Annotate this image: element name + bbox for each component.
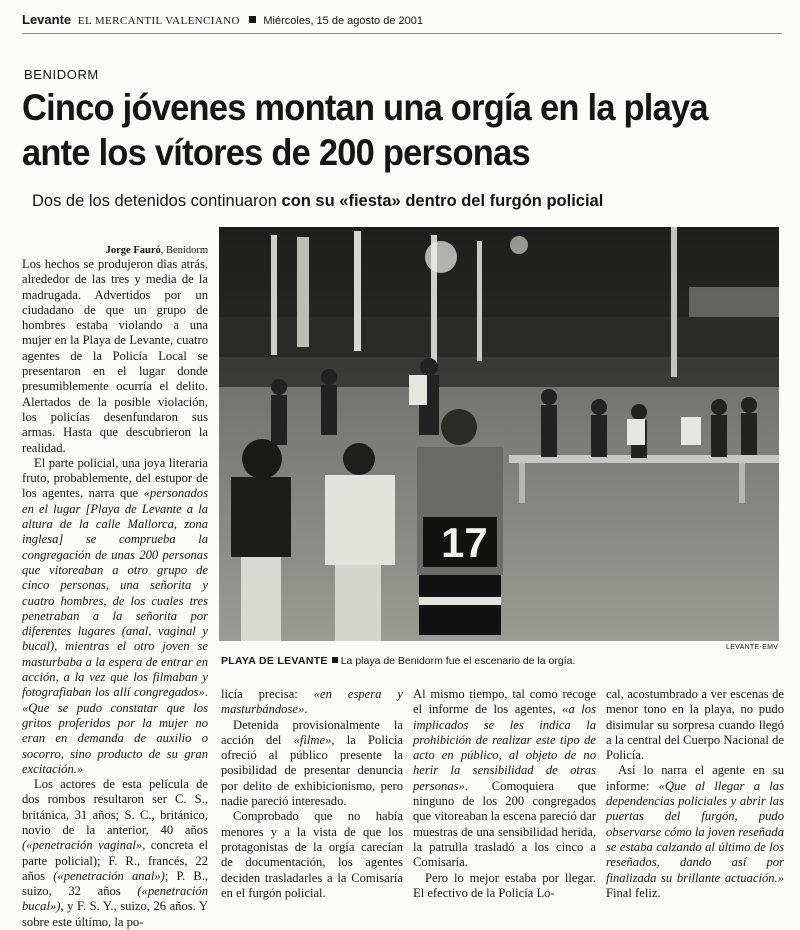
subhead-bold: con su «fiesta» dentro del furgón policial bbox=[281, 192, 604, 210]
article-column-2 bbox=[221, 687, 403, 901]
body-text: , y F. S. Y., suizo, 26 años. Y sobre este último, la po- bbox=[22, 899, 208, 929]
masthead-paper-name: EL MERCANTIL VALENCIANO bbox=[77, 15, 240, 27]
body-text: . bbox=[204, 685, 208, 700]
body-text: El parte policial, una joya literaria fruto, probablemente, del estupor de los agentes, narra que bbox=[22, 455, 208, 501]
body-text: , la Policía ofreció al público presente la posibilidad de presentar denuncia por delito de exhibicionismo, pero nadie pareció interesado. bbox=[221, 732, 403, 809]
article-paragraph bbox=[22, 257, 208, 456]
article-column-1 bbox=[22, 244, 208, 930]
article-column-3 bbox=[413, 687, 596, 901]
quoted-text: «personados en el lugar [Playa de Levante a la altura de la calle Mallorca, zona inglesa] se comprueba la congregación de unas 200 personas que vitoreaban a otro grupo de cinco personas, una señorita y cuatro hombres, de los cuales tres penetraban a la señorita por diferentes lugares (anal, vaginal y bucal), mientras el otro joven se masturbaba a la espera de entrar en acción, a la vez que los filmaban y fotografiaban los allí congregados» bbox=[22, 486, 208, 700]
quoted-text: «en espera y masturbándose» bbox=[221, 687, 403, 717]
article-paragraph bbox=[606, 763, 784, 901]
body-text: Los actores de esta película de dos rombos resultaron ser C. S., británica, 31 años; S. C., británico, novio de la anterior, 40 años bbox=[22, 777, 208, 837]
masthead-date: Miércoles, 15 de agosto de 2001 bbox=[263, 15, 423, 27]
masthead-square-icon bbox=[249, 16, 256, 23]
byline-author: Jorge Fauró bbox=[105, 245, 161, 256]
photo-credit: LEVANTE-EMV bbox=[726, 644, 779, 651]
quoted-text: «Que al llegar a las dependencias policiales y abrir las puertas del furgón, pudo observarse cómo la joven reseñada se estaba calzando al último de los reseñados, dando así por finalizada su brillante actuación.» bbox=[606, 778, 785, 885]
body-text: cal, acostumbrado a ver escenas de menor tono en la playa, no pudo disimular su sorpresa cuando llegó a la central del Cuerpo Nacional de Policía. bbox=[606, 687, 784, 763]
article-column-4 bbox=[606, 687, 784, 901]
subhead-plain: Dos de los detenidos continuaron bbox=[32, 192, 277, 210]
body-text: Detenida provisionalmente la acción del bbox=[221, 717, 403, 747]
article-paragraph bbox=[221, 687, 403, 718]
quoted-text: «a los implicados se les indica la prohibición de realizar este tipo de acto en público, al objeto de no herir la sensibilidad de otras personas» bbox=[413, 702, 596, 793]
article-paragraph bbox=[221, 718, 403, 810]
byline bbox=[22, 244, 208, 257]
caption-square-icon bbox=[332, 657, 338, 663]
quoted-text: «Que se pudo constatar que los gritos proferidos por la mujer no eran en demanda de auxilio o socorro, sino producto de su gran excitación.» bbox=[22, 700, 208, 776]
article-paragraph bbox=[413, 871, 596, 902]
body-text: Comprobado que no había menores y a la vista de que los protagonistas de la orgía carecían de documentación, los agentes deciden trasladarles a la Comisaría en el furgón policial. bbox=[221, 809, 403, 900]
headline: Cinco jóvenes montan una orgía en la playa ante los vítores de 200 personas bbox=[22, 87, 708, 173]
article-paragraph bbox=[22, 456, 208, 777]
article-paragraph bbox=[221, 809, 403, 901]
body-text: Final feliz. bbox=[606, 885, 661, 900]
article-paragraph bbox=[413, 687, 596, 871]
svg-text:17: 17 bbox=[441, 519, 488, 566]
quoted-text: («penetración anal») bbox=[53, 868, 165, 883]
body-text: . Comoquiera que ninguno de los 200 congregados que vitoreaban la escena pareció dar muestras de una sensibilidad herida, la patrulla trasladó a los cinco a Comisaría. bbox=[413, 778, 596, 870]
masthead bbox=[22, 12, 782, 34]
quoted-text: «filme» bbox=[293, 732, 332, 747]
subheadline bbox=[32, 192, 603, 211]
beach-photo bbox=[219, 227, 779, 641]
section-label: BENIDORM bbox=[24, 67, 99, 82]
byline-place: , Benidorm bbox=[160, 245, 208, 256]
body-text: Pero lo mejor estaba por llegar. El efectivo de la Policía Lo- bbox=[413, 870, 596, 900]
caption-label: PLAYA DE LEVANTE bbox=[221, 655, 328, 667]
body-text: . bbox=[304, 702, 308, 717]
body-text: ; P. B., suizo, 32 años bbox=[22, 868, 209, 899]
caption-text: La playa de Benidorm fue el escenario de la orgía. bbox=[340, 655, 576, 667]
body-text: Así lo narra el agente en su informe: bbox=[606, 763, 784, 793]
body-text: licía precisa: bbox=[221, 687, 314, 701]
article-paragraph bbox=[22, 777, 208, 930]
body-text: Al mismo tiempo, tal como recoge el informe de los agentes, bbox=[413, 687, 596, 717]
masthead-brand: Levante bbox=[22, 12, 72, 27]
quoted-text: («penetración vaginal» bbox=[22, 838, 143, 853]
body-text: Los hechos se produjeron dias atrás, alrededor de las tres y media de la madrugada. Advertidos por un ciudadano de que un grupo de hombres estaba violando a una mujer en la Playa de Levante, cuatro agentes de la Policía Local se presentaron en el lugar donde presumiblemente ocurría el delito. Alertados de la posible violación, los policías desenfundaron sus armas. Hasta que descubrieron la realidad. bbox=[22, 257, 208, 455]
photo-caption bbox=[221, 655, 575, 667]
beach-photo-image bbox=[219, 227, 779, 641]
body-text: , concreta el parte policial); F. R., francés, 22 años bbox=[22, 838, 208, 883]
quoted-text: («penetración bucal») bbox=[22, 884, 208, 914]
article-paragraph bbox=[606, 687, 784, 763]
